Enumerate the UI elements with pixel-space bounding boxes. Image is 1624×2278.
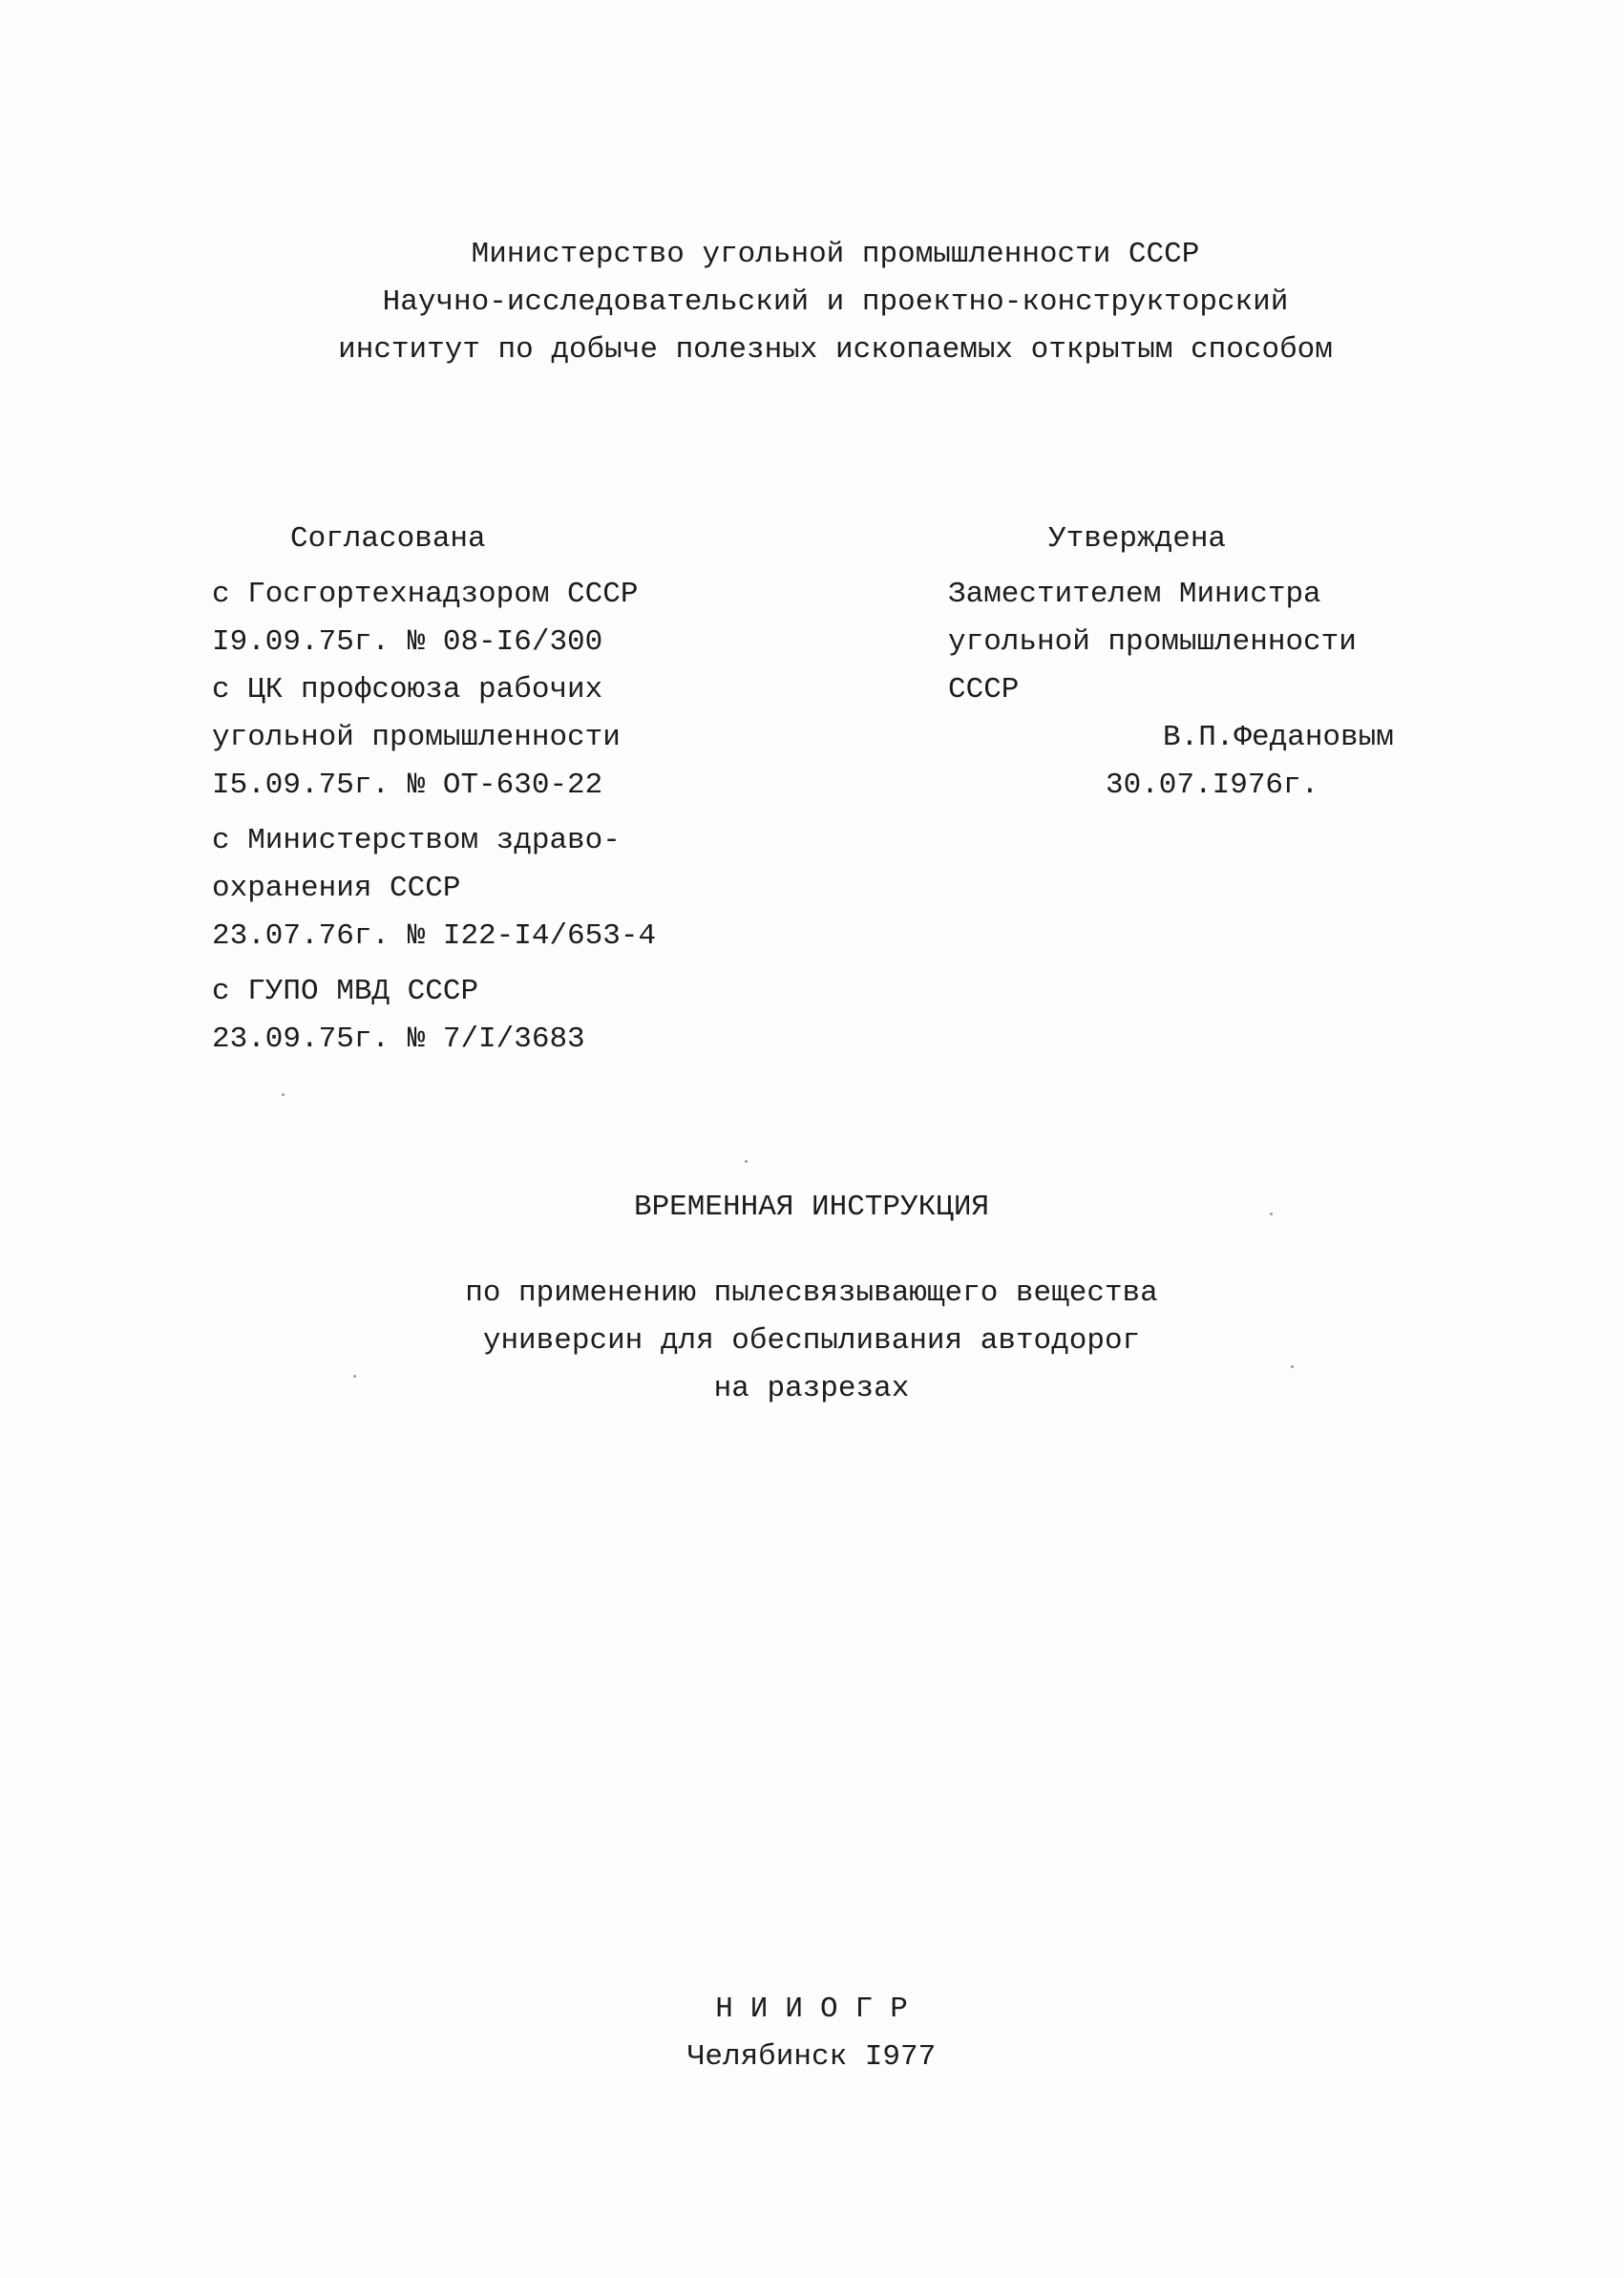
- ministry-header: [286, 231, 1384, 374]
- approved-column: [948, 516, 1394, 810]
- agreement-line: с Госгортехнадзором СССР: [212, 578, 639, 611]
- agreement-line: I9.09.75г. № 08-I6/300: [212, 625, 603, 659]
- agreement-line: 23.09.75г. № 7/I/3683: [212, 1023, 585, 1056]
- title-text: ВРЕМЕННАЯ ИНСТРУКЦИЯ: [633, 1191, 990, 1224]
- document-title: [430, 1184, 1193, 1232]
- scan-speck: [353, 1375, 356, 1378]
- agreed-heading: Согласована: [290, 522, 486, 556]
- subtitle-line: на разрезах: [713, 1372, 910, 1405]
- agreement-health-ministry: [212, 817, 656, 960]
- approved-line: СССР: [948, 673, 1020, 707]
- approved-date: 30.07.I976г.: [1106, 769, 1319, 802]
- subtitle-line: по применению пылесвязывающего вещества: [465, 1276, 1158, 1310]
- publisher-city-year: Челябинск I977: [686, 2040, 937, 2074]
- scan-speck: [282, 1093, 285, 1096]
- agreement-line: угольной промышленности: [212, 721, 621, 754]
- publisher-org: НИИОГР: [715, 1993, 925, 2026]
- approved-heading: Утверждена: [1048, 522, 1227, 556]
- agreed-column: [212, 516, 656, 1064]
- approved-line: Заместителем Министра: [948, 578, 1321, 611]
- header-line-purpose: институт по добыче полезных ископаемых открытым способом: [338, 333, 1333, 367]
- agreement-line: I5.09.75г. № ОТ-630-22: [212, 769, 603, 802]
- agreement-gosgortekhnadzor: [212, 571, 656, 666]
- scan-speck: [1291, 1365, 1294, 1368]
- subtitle-line: универсин для обеспыливания автодорог: [482, 1324, 1141, 1358]
- header-line-institute: Научно-исследовательский и проектно-конструкторский: [382, 285, 1289, 319]
- agreement-line: с ГУПО МВД СССР: [212, 975, 479, 1008]
- agreement-line: охранения СССР: [212, 872, 461, 905]
- publisher-footer: [573, 1986, 1050, 2081]
- agreement-gupo: [212, 968, 656, 1064]
- approved-line: угольной промышленности: [948, 625, 1357, 659]
- document-subtitle: [430, 1270, 1193, 1413]
- header-line-ministry: Министерство угольной промышленности СССР: [471, 238, 1200, 271]
- agreement-line: с Министерством здраво-: [212, 824, 621, 857]
- approved-by: [948, 571, 1394, 810]
- scan-speck: [1270, 1213, 1273, 1215]
- agreement-line: с ЦК профсоюза рабочих: [212, 673, 603, 707]
- agreement-line: 23.07.76г. № I22-I4/653-4: [212, 919, 657, 953]
- scan-speck: [745, 1160, 748, 1163]
- approved-signatory: В.П.Федановым: [1163, 721, 1394, 754]
- agreement-union: [212, 666, 656, 810]
